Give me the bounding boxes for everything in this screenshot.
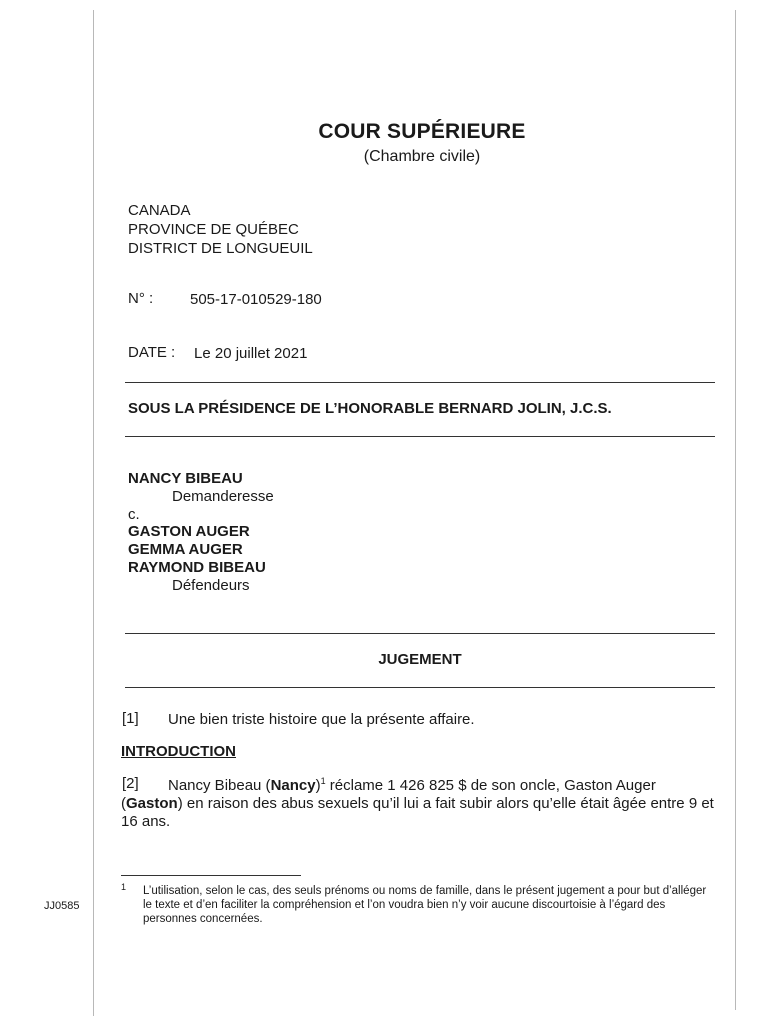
paragraph-line: 16 ans.	[121, 813, 171, 830]
defined-term: Nancy	[270, 777, 316, 794]
case-number: 505-17-010529-180	[190, 291, 322, 308]
paragraph-fragment: (	[121, 795, 126, 812]
footnote-divider	[121, 875, 301, 876]
versus-label: c.	[128, 506, 140, 523]
paragraph-text: Une bien triste histoire que la présente affaire.	[168, 711, 475, 728]
paragraph-fragment: ) en raison des abus sexuels qu’il lui a fait subir alors qu’elle était âgée entre 9 et	[177, 795, 714, 812]
province: PROVINCE DE QUÉBEC	[128, 221, 299, 238]
divider-judgment-bottom	[125, 687, 715, 688]
plaintiff-role: Demanderesse	[172, 488, 274, 505]
divider-judgment-top	[125, 633, 715, 634]
paragraph-fragment: réclame 1 426 825 $ de son oncle, Gaston Auger	[325, 777, 656, 794]
date-value: Le 20 juillet 2021	[194, 345, 308, 362]
defendant-name: GEMMA AUGER	[128, 541, 243, 558]
section-heading: INTRODUCTION	[121, 743, 236, 760]
court-title: COUR SUPÉRIEURE	[318, 120, 526, 143]
chamber-subtitle: (Chambre civile)	[363, 148, 481, 165]
side-code: JJ0585	[44, 900, 80, 912]
defendants-role: Défendeurs	[172, 577, 250, 594]
presidence-line: SOUS LA PRÉSIDENCE DE L’HONORABLE BERNARD JOLIN, J.C.S.	[128, 400, 612, 417]
defined-term: Gaston	[126, 795, 178, 812]
country: CANADA	[128, 202, 191, 219]
defendant-name: RAYMOND BIBEAU	[128, 559, 266, 576]
plaintiff-name: NANCY BIBEAU	[128, 470, 243, 487]
footnote-text: L’utilisation, selon le cas, des seuls prénoms ou noms de famille, dans le présent jugement a pour but d’alléger le texte et d’en faciliter la compréhension et l’on voudra bien n’y voir aucune discourtoisie à l’égard des personnes concernées.	[143, 885, 707, 925]
paragraph-fragment: Nancy Bibeau (	[168, 777, 271, 794]
paragraph-line	[168, 776, 656, 794]
case-number-label: N° :	[128, 290, 154, 307]
divider-top	[125, 382, 715, 383]
defendant-name: GASTON AUGER	[128, 523, 250, 540]
footnote-number: 1	[121, 882, 127, 892]
paragraph-line	[121, 795, 714, 812]
paragraph-fragment: )	[315, 777, 321, 794]
divider-presidence	[125, 436, 715, 437]
paragraph-number: [1]	[122, 710, 139, 727]
district: DISTRICT DE LONGUEUIL	[128, 240, 313, 257]
judgment-title: JUGEMENT	[378, 651, 462, 668]
date-label: DATE :	[128, 344, 176, 361]
paragraph-number: [2]	[122, 775, 139, 792]
footnote-reference[interactable]: 1	[320, 776, 326, 786]
